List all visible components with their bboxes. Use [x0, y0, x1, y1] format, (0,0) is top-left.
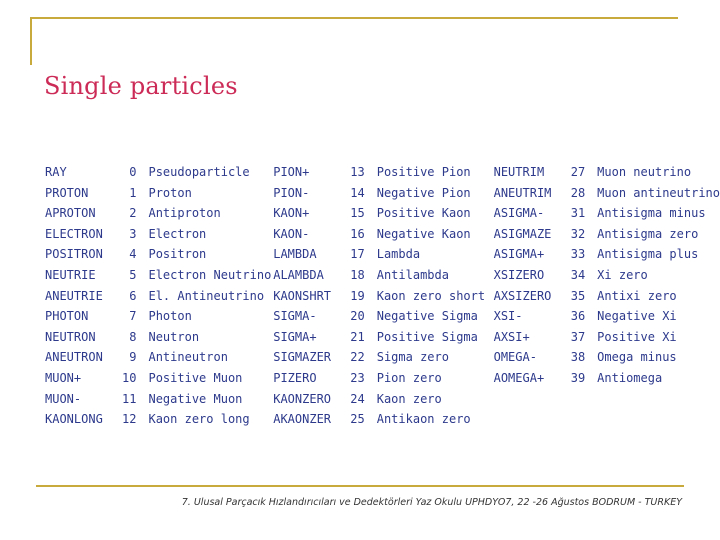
particle-code: 34 [570, 267, 586, 282]
particle-description: Pion zero [376, 370, 442, 385]
frame-top-rule [30, 17, 678, 19]
particle-name: ELECTRON [45, 226, 103, 241]
particle-name: ASIGMAZE [493, 226, 552, 241]
particle-name: KAONZERO [273, 391, 332, 406]
particle-code: 35 [570, 288, 586, 303]
particle-name: MUON- [45, 391, 82, 406]
particle-description: Antiomega [597, 370, 663, 385]
particle-code: 3 [129, 226, 137, 241]
particle-code: 7 [129, 309, 137, 324]
particle-name: ALAMBDA [273, 267, 324, 282]
particle-description: Negative Pion [376, 185, 471, 200]
particle-code: 14 [350, 185, 365, 200]
particle-name [494, 409, 557, 430]
particle-description: Positron [148, 247, 207, 262]
particle-description: Positive Kaon [376, 206, 471, 221]
particle-description: Antilambda [376, 267, 449, 282]
table-row [45, 368, 720, 389]
particle-code: 12 [122, 412, 137, 427]
footer-rule [36, 485, 684, 487]
particle-code: 37 [570, 329, 586, 344]
particle-code: 32 [570, 226, 586, 241]
particle-code: 0 [129, 165, 137, 179]
table-row [45, 183, 720, 204]
particle-description: Proton [148, 185, 192, 200]
particle-code: 28 [570, 185, 586, 200]
particle-description: Antisigma minus [597, 206, 706, 221]
particle-code: 38 [570, 350, 586, 365]
particle-name: MUON+ [45, 370, 82, 385]
particle-name: XSI- [493, 309, 523, 324]
particle-code: 5 [129, 267, 137, 282]
particle-name: SIGMA- [273, 309, 317, 324]
particle-name: AXSIZERO [493, 288, 552, 303]
particle-description: Negative Kaon [376, 226, 471, 241]
particle-code: 19 [350, 288, 365, 303]
particle-code: 21 [350, 329, 365, 344]
particle-name: PHOTON [45, 309, 89, 324]
particle-name: KAON- [273, 226, 310, 241]
particle-code: 17 [350, 247, 365, 262]
particle-code: 24 [350, 391, 365, 406]
table-row [45, 244, 720, 265]
particle-code: 9 [129, 350, 137, 365]
particle-description: Antiproton [148, 206, 221, 221]
particle-name: ANEUTRIE [45, 288, 103, 303]
table-row [45, 286, 720, 307]
particle-name: PION+ [273, 165, 310, 179]
table-row [45, 327, 720, 348]
particle-description: Xi zero [597, 267, 648, 282]
particle-name: POSITRON [45, 247, 103, 262]
particle-name: SIGMAZER [273, 350, 332, 365]
particle-code: 31 [570, 206, 586, 221]
particle-name: NEUTRON [45, 329, 96, 344]
particle-name: PIZERO [273, 370, 317, 385]
particle-name: KAONLONG [45, 412, 103, 427]
particle-name: PROTON [45, 185, 89, 200]
particle-name: APROTON [45, 206, 96, 221]
particle-description: Antineutron [148, 350, 228, 365]
particle-description: Negative Xi [597, 309, 677, 324]
particle-code: 2 [129, 206, 137, 221]
particle-code: 18 [350, 267, 365, 282]
particle-code: 25 [350, 412, 365, 427]
particle-description: Photon [148, 309, 192, 324]
particle-name: AXSI+ [493, 329, 530, 344]
particle-description: El. Antineutrino [148, 288, 265, 303]
frame-left-rule [30, 17, 32, 65]
particle-code [557, 409, 597, 430]
particle-name: XSIZERO [493, 267, 545, 282]
particle-code: 33 [570, 247, 586, 262]
particle-code: 11 [122, 391, 137, 406]
particle-table [45, 162, 720, 430]
particle-code: 8 [129, 329, 137, 344]
table-row [45, 162, 720, 183]
particle-code: 13 [350, 165, 365, 179]
particle-description: Kaon zero [376, 391, 442, 406]
particle-code: 16 [350, 226, 365, 241]
particle-name: ASIGMA- [493, 206, 545, 221]
particle-description: Antikaon zero [376, 412, 471, 427]
slide-title: Single particles [44, 72, 238, 100]
particle-description: Positive Pion [376, 165, 471, 179]
particle-description: Antisigma plus [597, 247, 699, 262]
particle-description: Negative Sigma [376, 309, 478, 324]
particle-name: AKAONZER [273, 412, 332, 427]
particle-description: Sigma zero [376, 350, 449, 365]
particle-code: 1 [129, 185, 137, 200]
particle-name: ANEUTRIM [493, 185, 552, 200]
particle-code: 27 [570, 165, 586, 179]
particle-name: SIGMA+ [273, 329, 317, 344]
table-row [45, 306, 720, 327]
particle-code: 39 [570, 370, 586, 385]
particle-code: 23 [350, 370, 365, 385]
particle-name [494, 389, 557, 410]
table-row [45, 224, 720, 245]
particle-description: Positive Muon [148, 370, 243, 385]
particle-description: Lambda [376, 247, 421, 262]
particle-description [597, 389, 720, 410]
particle-code: 6 [129, 288, 137, 303]
particle-description: Muon antineutrino [597, 185, 720, 200]
particle-description: Antixi zero [597, 288, 677, 303]
particle-code: 36 [570, 309, 586, 324]
particle-description: Negative Muon [148, 391, 243, 406]
particle-name: ASIGMA+ [493, 247, 545, 262]
footer-text: 7. Ulusal Parçacık Hızlandırıcıları ve Dedektörleri Yaz Okulu UPHDYO7, 22 -26 Ağustos BODRUM - TURKEY [181, 497, 682, 508]
particle-name: LAMBDA [273, 247, 317, 262]
particle-code: 22 [350, 350, 365, 365]
particle-description: Omega minus [597, 350, 677, 365]
table-row [45, 347, 720, 368]
particle-name: KAON+ [273, 206, 310, 221]
particle-description: Positive Xi [597, 329, 677, 344]
table-row [45, 265, 720, 286]
particle-description: Kaon zero long [148, 412, 250, 427]
particle-description: Electron [148, 226, 207, 241]
particle-name: OMEGA- [493, 350, 537, 365]
particle-name: ANEUTRON [45, 350, 103, 365]
particle-name: RAY [45, 165, 67, 179]
table-row [45, 409, 720, 430]
particle-code: 15 [350, 206, 365, 221]
particle-code [557, 389, 597, 410]
particle-description: Electron Neutrino [148, 267, 272, 282]
particle-name: NEUTRIE [45, 267, 96, 282]
particle-description: Antisigma zero [597, 226, 699, 241]
particle-description [597, 409, 720, 430]
particle-name: NEUTRIM [493, 165, 545, 179]
particle-description: Pseudoparticle [148, 165, 250, 179]
table-row [45, 389, 720, 410]
particle-name: AOMEGA+ [493, 370, 545, 385]
particle-code: 20 [350, 309, 365, 324]
particle-description: Neutron [148, 329, 200, 344]
particle-code: 4 [129, 247, 137, 262]
particle-name: KAONSHRT [273, 288, 332, 303]
particle-description: Kaon zero short [376, 288, 486, 303]
particle-code: 10 [122, 370, 137, 385]
particle-description: Muon neutrino [597, 165, 692, 179]
table-row [45, 203, 720, 224]
particle-name: PION- [273, 185, 310, 200]
particle-description: Positive Sigma [376, 329, 478, 344]
